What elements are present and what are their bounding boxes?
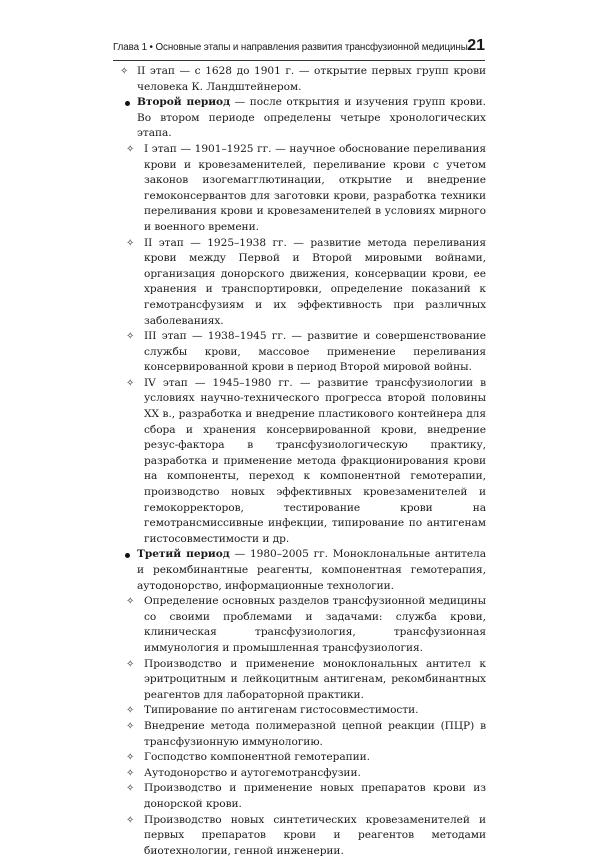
- period-second: [113, 95, 486, 142]
- period-text: — после открытия и изучения групп крови. Во втором периоде определены четыре хронологических этапа.: [137, 96, 486, 139]
- diamond-bullet-icon: ✧: [126, 781, 134, 797]
- diamond-bullet-icon: ✧: [126, 236, 134, 252]
- list-item: [113, 719, 486, 750]
- round-bullet-icon: [125, 553, 130, 558]
- item-text: Внедрение метода полимеразной цепной реакции (ПЦР) в трансфузионную иммунологию.: [144, 720, 486, 748]
- running-header: [113, 36, 485, 61]
- list-item: [113, 657, 486, 704]
- item-text: Аутодонорство и аутогемотрансфузии.: [144, 767, 361, 779]
- diamond-bullet-icon: ✧: [126, 594, 134, 610]
- list-item: [113, 813, 486, 859]
- list-item: [113, 750, 486, 766]
- item-text: II этап — 1925–1938 гг. — развитие метода переливания крови между Первой и Второй мировыми войнами, организация донорского движения, консервации крови, ее хранения и транспортировки, определение показаний к гемотрансфузиям и их эффективность при различных заболеваниях.: [144, 237, 486, 327]
- period-text: — 1980–2005 гг. Моноклональные антитела и рекомбинантные реагенты, компонентная гемотерапия, аутодонорство, информационные технологии.: [137, 548, 486, 591]
- item-text: III этап — 1938–1945 гг. — развитие и совершенствование службы крови, массовое применение переливания консервированной крови в период Второй мировой войны.: [144, 330, 486, 373]
- period-heading: Третий период: [137, 548, 230, 560]
- list-item: [113, 781, 486, 812]
- diamond-bullet-icon: ✧: [126, 703, 134, 719]
- diamond-bullet-icon: ✧: [120, 64, 128, 80]
- list-item: [113, 376, 486, 548]
- diamond-bullet-icon: ✧: [126, 813, 134, 829]
- diamond-bullet-icon: ✧: [126, 376, 134, 392]
- item-text: Производство и применение моноклональных антител к эритроцитным и лейкоцитным антигенам, рекомбинантных реагентов для лабораторной практики.: [144, 658, 486, 701]
- item-text: Определение основных разделов трансфузионной медицины со своими проблемами и задачами: служба крови, клиническая трансфузиология, трансфузионная иммунология и промышленная трансфузиология.: [144, 595, 486, 654]
- diamond-bullet-icon: ✧: [126, 142, 134, 158]
- list-item: [113, 236, 486, 330]
- item-text: Производство и применение новых препаратов крови из донорской крови.: [144, 782, 486, 810]
- list-item: [113, 594, 486, 656]
- diamond-bullet-icon: ✧: [126, 657, 134, 673]
- list-item: [113, 329, 486, 376]
- item-text: Производство новых синтетических кровезаменителей и первых препаратов крови и реагентов методами биотехнологии, генной инженерии.: [144, 814, 486, 857]
- item-text: Господство компонентной гемотерапии.: [144, 751, 370, 763]
- diamond-bullet-icon: ✧: [126, 750, 134, 766]
- item-text: Типирование по антигенам гистосовместимости.: [144, 704, 418, 716]
- item-text: I этап — 1901–1925 гг. — научное обоснование переливания крови и кровезаменителей, переливание крови с учетом законов изогемагглютинации, открытие и внедрение гемоконсервантов для заготовки крови, разработка техники переливания крови и кровезаменителей в условиях мирного и военного времени.: [144, 143, 486, 233]
- diamond-bullet-icon: ✧: [126, 719, 134, 735]
- list-item: [113, 703, 486, 719]
- list-item: [113, 766, 486, 782]
- round-bullet-icon: [125, 101, 130, 106]
- diamond-bullet-icon: ✧: [126, 329, 134, 345]
- item-text: IV этап — 1945–1980 гг. — развитие трансфузиологии в условиях научно-технического прогресса второй половины XX в., разработка и внедрение пластикового контейнера для сбора и хранения консервированной крови, внедрение резус-фактора в трансфузиологическую практику, разработка и применение метода фракционирования крови на компоненты, переход к компонентной гемотерапии, производство новых эффективных кровезаменителей и гемокорректоров, тестирование крови на гемотрансмиссивные инфекции, типирование по антигенам гистосовместимости и др.: [144, 377, 486, 545]
- list-item: [113, 64, 486, 95]
- item-text: II этап — с 1628 до 1901 г. — открытие первых групп крови человека К. Ландштейнером.: [137, 65, 486, 93]
- diamond-bullet-icon: ✧: [126, 766, 134, 782]
- page-body: [113, 64, 486, 859]
- page-number: 21: [467, 37, 485, 55]
- period-heading: Второй период: [137, 96, 230, 108]
- list-item: [113, 142, 486, 236]
- chapter-title: Глава 1 • Основные этапы и направления развития трансфузионной медицины: [113, 42, 468, 53]
- period-third: [113, 547, 486, 594]
